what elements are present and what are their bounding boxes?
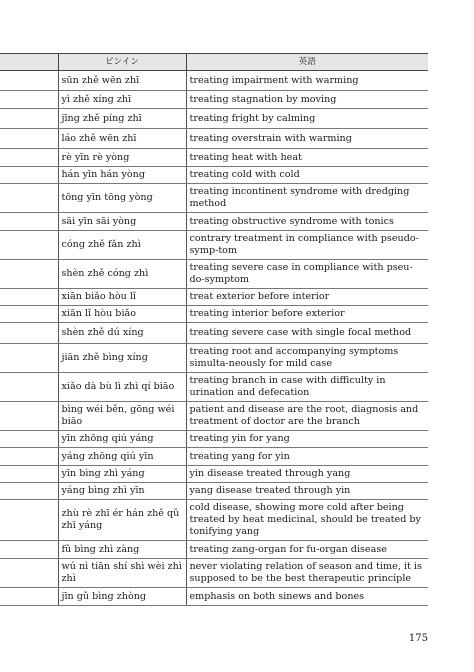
table-row [0,431,428,448]
pinyin-cell: xiān biǎo hòu lǐ [58,289,186,306]
pinyin-cell: xiān lǐ hòu biǎo [58,306,186,323]
row-blank-cell [0,402,58,431]
pinyin-cell: sāi yīn sāi yòng [58,213,186,231]
pinyin-cell: hán yīn hán yòng [58,167,186,184]
terminology-table-container [0,53,428,606]
header-english: 英語 [186,54,428,71]
row-blank-cell [0,260,58,289]
table-row [0,559,428,588]
english-cell: emphasis on both sinews and bones [186,588,428,606]
table-row [0,373,428,402]
table-row [0,213,428,231]
row-blank-cell [0,541,58,559]
english-cell: patient and disease are the root, diagnosis and treatment of doctor are the branch [186,402,428,431]
row-blank-cell [0,231,58,260]
table-row [0,306,428,323]
pinyin-cell: cóng zhě fǎn zhì [58,231,186,260]
row-blank-cell [0,448,58,466]
row-blank-cell [0,184,58,213]
pinyin-cell: jīn gǔ bìng zhòng [58,588,186,606]
english-cell: cold disease, showing more cold after being treated by heat medicinal, should be treated by tonifying yang [186,500,428,541]
english-cell: treating severe case with single focal method [186,323,428,344]
row-blank-cell [0,483,58,500]
pinyin-cell: jīng zhě píng zhī [58,109,186,129]
row-blank-cell [0,588,58,606]
row-blank-cell [0,344,58,373]
english-cell: treating heat with heat [186,149,428,167]
english-cell: treating yang for yin [186,448,428,466]
table-row [0,71,428,91]
table-row [0,448,428,466]
row-blank-cell [0,71,58,91]
english-cell: yin disease treated through yang [186,466,428,483]
pinyin-cell: wú nì tiān shí shì wèi zhì zhì [58,559,186,588]
row-blank-cell [0,213,58,231]
pinyin-cell: zhù rè zhī ér hán zhě qǔ zhī yáng [58,500,186,541]
pinyin-cell: yáng bìng zhì yīn [58,483,186,500]
english-cell: contrary treatment in compliance with pseudo-symp-tom [186,231,428,260]
pinyin-cell: rè yīn rè yòng [58,149,186,167]
english-cell: treating branch in case with difficulty in urination and defecation [186,373,428,402]
pinyin-cell: yīn bìng zhì yáng [58,466,186,483]
table-row [0,402,428,431]
english-cell: treating root and accompanying symptoms simulta-neously for mild case [186,344,428,373]
english-cell: treating cold with cold [186,167,428,184]
table-row [0,323,428,344]
row-blank-cell [0,306,58,323]
english-cell: treating stagnation by moving [186,91,428,109]
row-blank-cell [0,500,58,541]
table-row [0,167,428,184]
pinyin-cell: yì zhě xíng zhī [58,91,186,109]
row-blank-cell [0,431,58,448]
english-cell: treating obstructive syndrome with tonics [186,213,428,231]
table-row [0,184,428,213]
pinyin-cell: jiān zhě bìng xíng [58,344,186,373]
pinyin-cell: fǔ bìng zhì zàng [58,541,186,559]
page-number: 175 [408,633,428,644]
table-row [0,129,428,149]
row-blank-cell [0,149,58,167]
pinyin-cell: yáng zhōng qiú yīn [58,448,186,466]
english-cell: treating severe case in compliance with pseu-do-symptom [186,260,428,289]
header-pinyin: ピンイン [58,54,186,71]
english-cell: yang disease treated through yin [186,483,428,500]
row-blank-cell [0,167,58,184]
row-blank-cell [0,109,58,129]
english-cell: treating zang-organ for fu-organ disease [186,541,428,559]
pinyin-cell: tōng yīn tōng yòng [58,184,186,213]
table-row [0,231,428,260]
pinyin-cell: láo zhě wēn zhī [58,129,186,149]
terminology-table [0,53,428,606]
row-blank-cell [0,289,58,306]
row-blank-cell [0,373,58,402]
table-row [0,588,428,606]
row-blank-cell [0,559,58,588]
row-blank-cell [0,129,58,149]
table-row [0,483,428,500]
pinyin-cell: bìng wéi běn, gōng wéi biāo [58,402,186,431]
table-row [0,91,428,109]
table-row [0,289,428,306]
row-blank-cell [0,323,58,344]
english-cell: never violating relation of season and time, it is supposed to be the best therapeutic principle [186,559,428,588]
pinyin-cell: shèn zhě dú xíng [58,323,186,344]
english-cell: treating fright by calming [186,109,428,129]
row-blank-cell [0,91,58,109]
english-cell: treating interior before exterior [186,306,428,323]
table-row [0,344,428,373]
english-cell: treating incontinent syndrome with dredging method [186,184,428,213]
table-row [0,500,428,541]
table-row [0,541,428,559]
english-cell: treating yin for yang [186,431,428,448]
english-cell: treating overstrain with warming [186,129,428,149]
pinyin-cell: xiǎo dà bù lì zhì qí biāo [58,373,186,402]
pinyin-cell: sūn zhě wēn zhī [58,71,186,91]
table-body [0,71,428,606]
table-row [0,109,428,129]
pinyin-cell: shèn zhě cóng zhì [58,260,186,289]
table-row [0,466,428,483]
header-blank [0,54,58,71]
pinyin-cell: yīn zhōng qiú yáng [58,431,186,448]
table-row [0,260,428,289]
row-blank-cell [0,466,58,483]
english-cell: treat exterior before interior [186,289,428,306]
table-header-row [0,54,428,71]
table-row [0,149,428,167]
english-cell: treating impairment with warming [186,71,428,91]
